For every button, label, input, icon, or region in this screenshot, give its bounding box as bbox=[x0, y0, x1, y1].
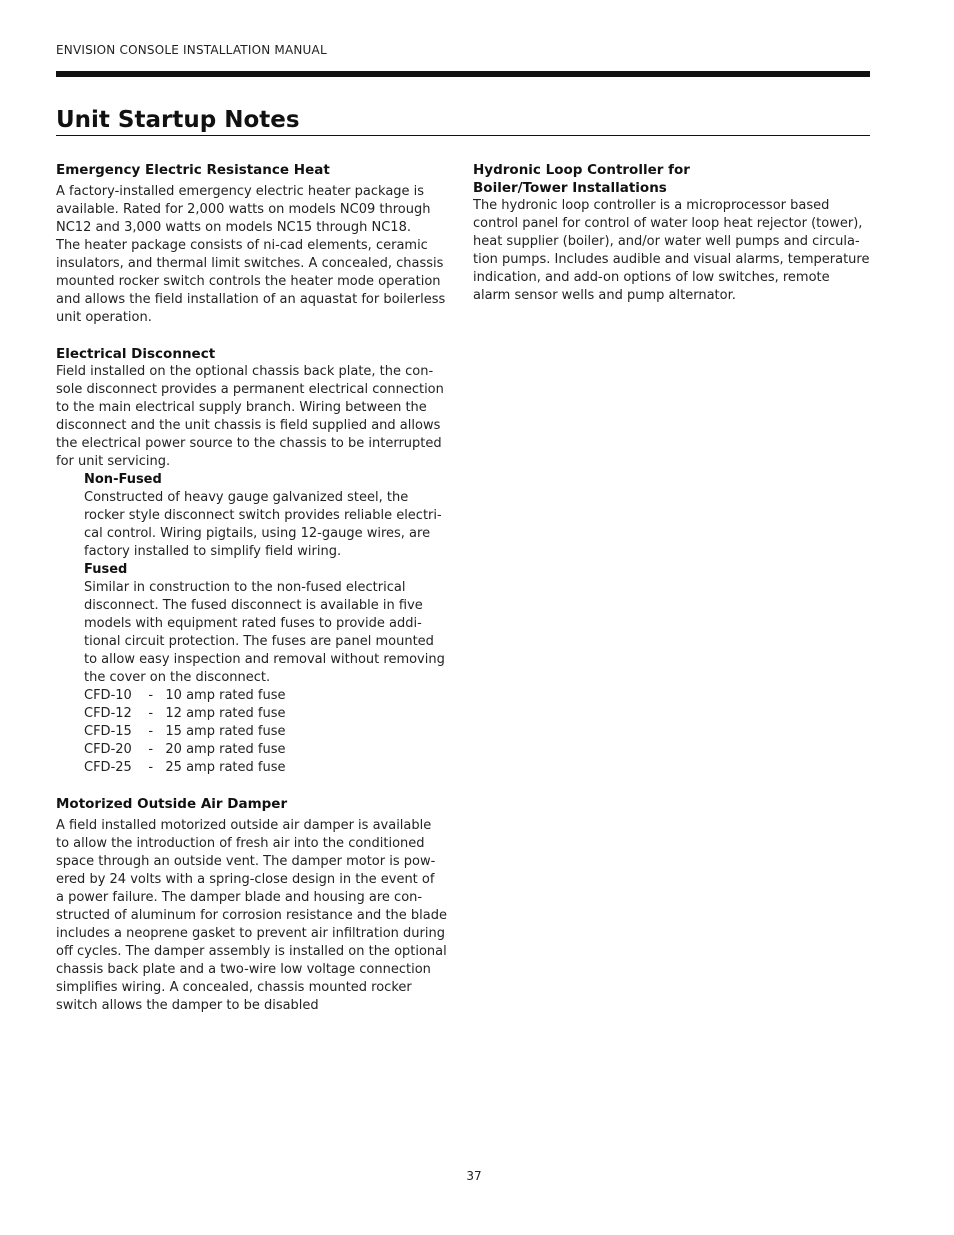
section-body: A factory-installed emergency electric heater package is available. Rated for 2,000 watts on models NC09 through NC12 and 3,000 watts on models NC15 through NC18. The heater package consists of ni-cad elements, ceramic insulators, and thermal limit switches. A concealed, chassis mounted rocker switch controls the heater mode operation and allows the field installation of an aquastat for boilerless unit operation. bbox=[56, 184, 446, 325]
fused-body: Similar in construction to the non-fused electrical disconnect. The fused disconnect is available in five models with equipment rated fuses to provide addi- tional circuit protection. The fuses are panel mounted to allow easy inspection and removal without removing the cover on the disconnect. bbox=[84, 580, 445, 685]
disconnect-options bbox=[84, 471, 452, 777]
fuse-model-list bbox=[84, 687, 452, 777]
running-header: ENVISION CONSOLE INSTALLATION MANUAL bbox=[56, 43, 327, 57]
section-heading: Motorized Outside Air Damper bbox=[56, 796, 288, 812]
list-item: CFD-20 - 20 amp rated fuse bbox=[84, 742, 286, 757]
list-item: CFD-15 - 15 amp rated fuse bbox=[84, 724, 286, 739]
page-number: 37 bbox=[466, 1169, 482, 1183]
emergency-heat-section bbox=[56, 161, 452, 327]
fused-heading: Fused bbox=[84, 562, 128, 577]
section-heading: Electrical Disconnect bbox=[56, 346, 216, 362]
list-item: CFD-25 - 25 amp rated fuse bbox=[84, 760, 286, 775]
electrical-disconnect-section bbox=[56, 345, 452, 777]
heading-line-2: Boiler/Tower Installations bbox=[473, 180, 667, 196]
right-column bbox=[473, 161, 873, 305]
list-item: CFD-12 - 12 amp rated fuse bbox=[84, 706, 286, 721]
section-heading bbox=[473, 161, 873, 197]
section-body: A field installed motorized outside air damper is available to allow the introduction of fresh air into the conditioned space through an outside vent. The damper motor is pow- ered by 24 volts with a spring-close design in the event of a power failure. The damper blade and housing are con- structed of aluminum for corrosion resistance and the blade includes a neoprene gasket to prevent air infiltration during off cycles. The damper assembly is installed on the optional chassis back plate and a two-wire low voltage connection simplifies wiring. A concealed, chassis mounted rocker switch allows the damper to be disabled bbox=[56, 818, 447, 1013]
hydronic-controller-section bbox=[473, 161, 873, 305]
section-body: The hydronic loop controller is a microprocessor based control panel for control of water loop heat rejector (tower), heat supplier (boiler), and/or water well pumps and circula- tion pumps. Includes audible and visual alarms, temperature indication, and add-on options of low switches, remote alarm sensor wells and pump alternator. bbox=[473, 198, 870, 303]
heading-line-1: Hydronic Loop Controller for bbox=[473, 162, 690, 178]
section-body: Field installed on the optional chassis back plate, the con- sole disconnect provides a permanent electrical connection to the main electrical supply branch. Wiring between the disconnect and the unit chassis is field supplied and allows the electrical power source to the chassis to be interrupted for unit servicing. bbox=[56, 364, 444, 469]
page-title: Unit Startup Notes bbox=[56, 107, 300, 133]
header-rule bbox=[56, 71, 870, 77]
air-damper-section bbox=[56, 795, 452, 1015]
left-column bbox=[56, 161, 452, 1015]
non-fused-body: Constructed of heavy gauge galvanized steel, the rocker style disconnect switch provides reliable electri- cal control. Wiring pigtails, using 12-gauge wires, are factory installed to simplify field wiring. bbox=[84, 490, 442, 559]
list-item: CFD-10 - 10 amp rated fuse bbox=[84, 688, 286, 703]
title-rule bbox=[56, 135, 870, 136]
non-fused-heading: Non-Fused bbox=[84, 472, 162, 487]
section-heading: Emergency Electric Resistance Heat bbox=[56, 162, 330, 178]
